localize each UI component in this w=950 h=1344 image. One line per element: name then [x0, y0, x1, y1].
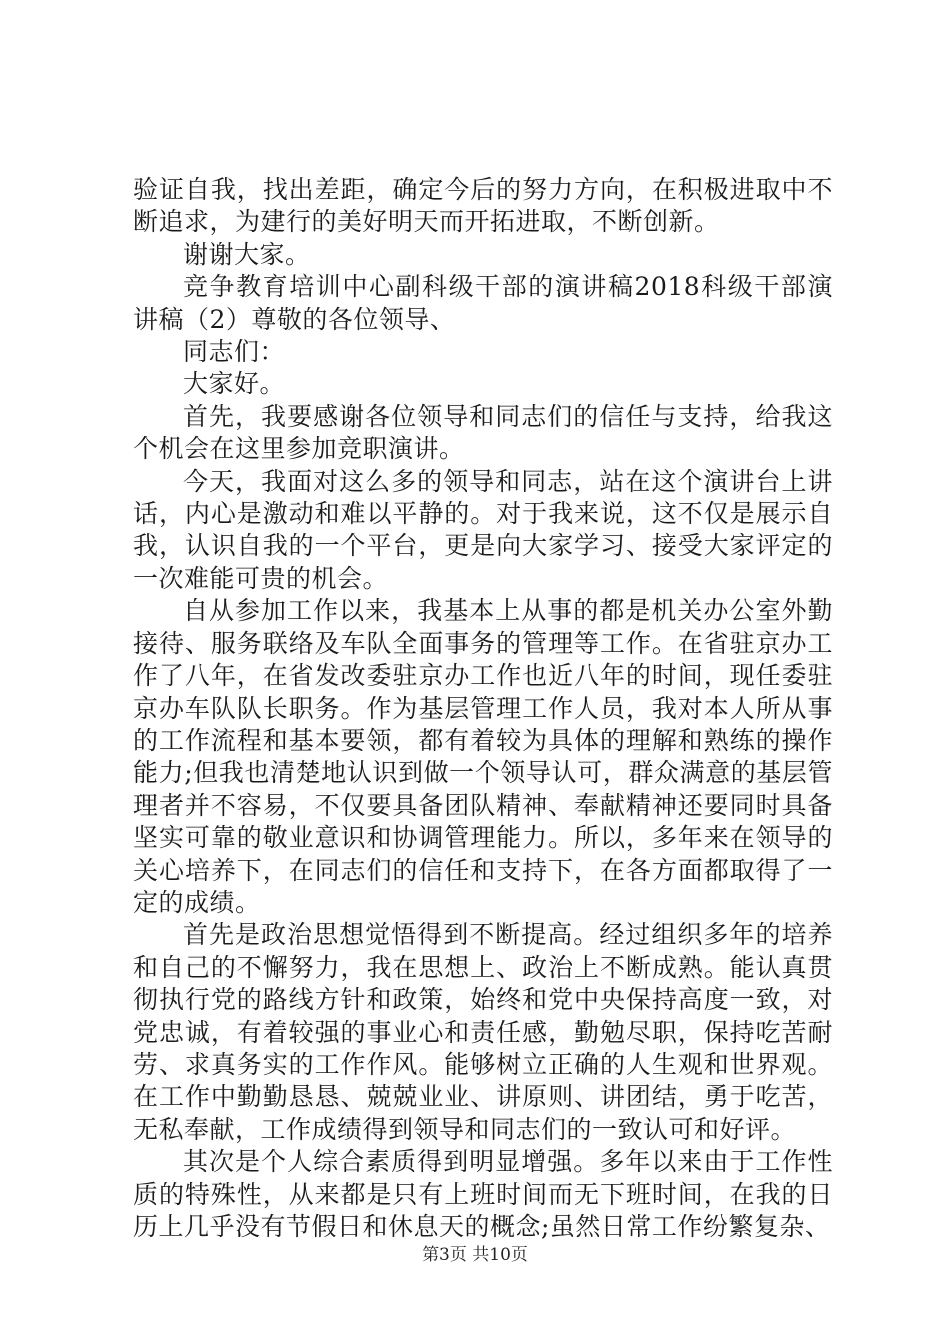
paragraph: 首先是政治思想觉悟得到不断提高。经过组织多年的培养和自己的不懈努力，我在思想上、政治上不断成熟。能认真贯彻执行党的路线方针和政策，始终和党中央保持高度一致，对党忠诚，有着较强的事业心和责任感，勤勉尽职，保持吃苦耐劳、求真务实的工作作风。能够树立正确的人生观和世界观。在工作中勤勤恳恳、兢兢业业、讲原则、讲团结，勇于吃苦，无私奉献，工作成绩得到领导和同志们的一致认可和好评。: [133, 920, 833, 1144]
paragraph: 同志们：: [183, 337, 286, 367]
paragraph: 大家好。: [183, 369, 286, 399]
document-body: [133, 174, 833, 1243]
page-number-footer: 第3页 共10页: [422, 1245, 528, 1265]
paragraph: 今天，我面对这么多的领导和同志，站在这个演讲台上讲话，内心是激动和难以平静的。对于我来说，这不仅是展示自我，认识自我的一个平台，更是向大家学习、接受大家评定的一次难能可贵的机会。: [133, 466, 833, 593]
paragraph: 谢谢大家。: [183, 239, 311, 269]
paragraph: 竞争教育培训中心副科级干部的演讲稿2018科级干部演讲稿（2）尊敬的各位领导、: [133, 272, 833, 334]
paragraph: 验证自我，找出差距，确定今后的努力方向，在积极进取中不断追求，为建行的美好明天而开拓进取，不断创新。: [133, 175, 833, 237]
paragraph: 自从参加工作以来，我基本上从事的都是机关办公室外勤接待、服务联络及车队全面事务的管理等工作。在省驻京办工作了八年，在省发改委驻京办工作也近八年的时间，现任委驻京办车队队长职务。作为基层管理工作人员，我对本人所从事的工作流程和基本要领，都有着较为具体的理解和熟练的操作能力;但我也清楚地认识到做一个领导认可，群众满意的基层管理者并不容易，不仅要具备团队精神、奉献精神还要同时具备坚实可靠的敬业意识和协调管理能力。所以，多年来在领导的关心培养下，在同志们的信任和支持下，在各方面都取得了一定的成绩。: [133, 596, 833, 917]
paragraph: 首先，我要感谢各位领导和同志们的信任与支持，给我这个机会在这里参加竞职演讲。: [133, 401, 833, 464]
paragraph: 其次是个人综合素质得到明显增强。多年以来由于工作性质的特殊性，从来都是只有上班时间而无下班时间，在我的日历上几乎没有节假日和休息天的概念;虽然日常工作纷繁复杂、: [133, 1147, 833, 1241]
